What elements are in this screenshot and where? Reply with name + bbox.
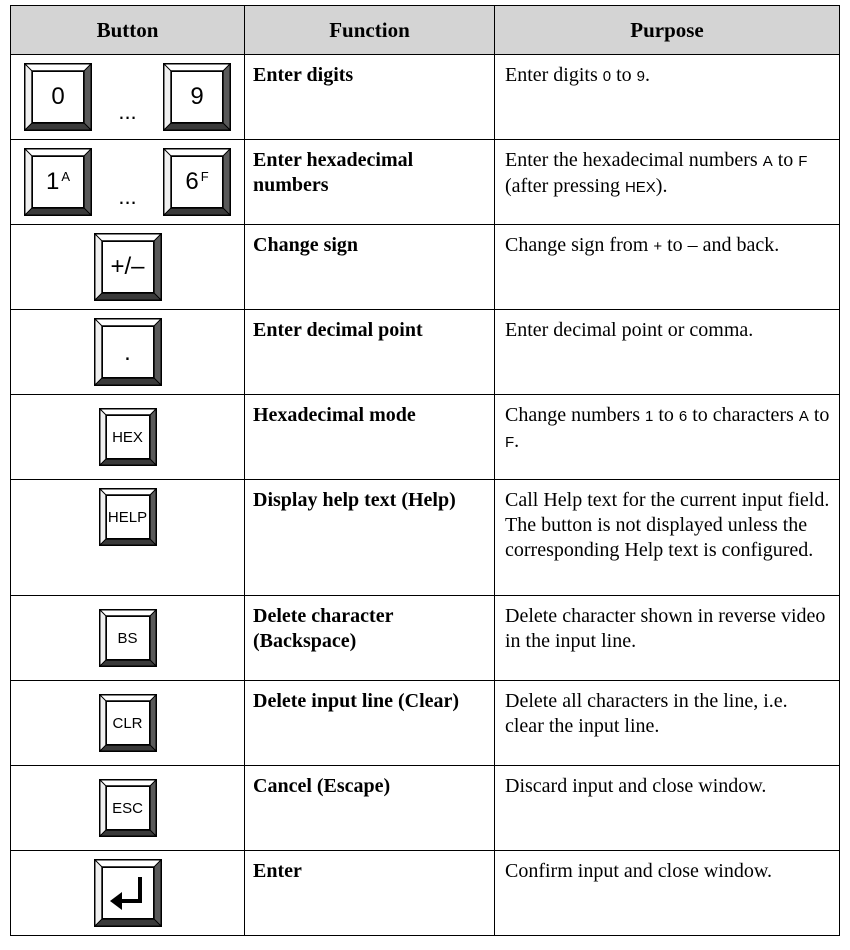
table-row bbox=[11, 225, 840, 310]
key-label: +/– bbox=[110, 253, 145, 280]
backspace-button[interactable] bbox=[99, 609, 157, 667]
button-cell bbox=[11, 310, 245, 395]
table-row bbox=[11, 140, 840, 225]
purpose-cell: Change numbers 1 to 6 to characters A to F. bbox=[495, 395, 840, 480]
function-cell: Display help text (Help) bbox=[245, 480, 495, 596]
purpose-cell: Delete character shown in reverse video in the input line. bbox=[495, 596, 840, 681]
function-cell: Cancel (Escape) bbox=[245, 766, 495, 851]
table-row bbox=[11, 395, 840, 480]
key-label: CLR bbox=[112, 714, 143, 732]
table-row bbox=[11, 310, 840, 395]
header-button: Button bbox=[11, 6, 245, 55]
header-function: Function bbox=[245, 6, 495, 55]
table-row bbox=[11, 55, 840, 140]
table-row bbox=[11, 480, 840, 596]
ellipsis: ... bbox=[118, 99, 137, 124]
purpose-cell: Call Help text for the current input field. The button is not displayed unless the corresponding Help text is configured. bbox=[495, 480, 840, 596]
enter-button[interactable] bbox=[94, 859, 162, 927]
key-label: BS bbox=[117, 629, 138, 647]
key-label: HELP bbox=[107, 508, 148, 526]
enter-arrow-icon bbox=[106, 871, 150, 915]
key-label: ESC bbox=[112, 799, 143, 817]
header-row bbox=[11, 6, 840, 55]
purpose-cell: Confirm input and close window. bbox=[495, 851, 840, 936]
table-row bbox=[11, 766, 840, 851]
hex-1a-button[interactable] bbox=[24, 148, 92, 216]
purpose-cell: Discard input and close window. bbox=[495, 766, 840, 851]
hex-6f-button[interactable] bbox=[163, 148, 231, 216]
header-purpose: Purpose bbox=[495, 6, 840, 55]
button-cell bbox=[11, 140, 245, 225]
table-row bbox=[11, 851, 840, 936]
purpose-cell: Delete all characters in the line, i.e. clear the input line. bbox=[495, 681, 840, 766]
digit-0-button[interactable] bbox=[24, 63, 92, 131]
purpose-cell: Enter the hexadecimal numbers A to F (after pressing HEX). bbox=[495, 140, 840, 225]
ellipsis: ... bbox=[118, 184, 137, 209]
button-cell bbox=[11, 766, 245, 851]
key-label: 6 bbox=[185, 168, 199, 195]
help-button[interactable] bbox=[99, 488, 157, 546]
key-label: 9 bbox=[190, 83, 204, 110]
change-sign-button[interactable] bbox=[94, 233, 162, 301]
button-cell bbox=[11, 395, 245, 480]
escape-button[interactable] bbox=[99, 779, 157, 837]
digit-9-button[interactable] bbox=[163, 63, 231, 131]
clear-button[interactable] bbox=[99, 694, 157, 752]
function-cell: Enter hexadecimal numbers bbox=[245, 140, 495, 225]
function-cell: Hexadecimal mode bbox=[245, 395, 495, 480]
key-superscript: A bbox=[61, 168, 71, 184]
button-cell bbox=[11, 480, 245, 596]
hex-button[interactable] bbox=[99, 408, 157, 466]
table-row bbox=[11, 681, 840, 766]
button-cell bbox=[11, 225, 245, 310]
function-cell: Change sign bbox=[245, 225, 495, 310]
key-label: . bbox=[124, 339, 131, 366]
function-cell: Delete input line (Clear) bbox=[245, 681, 495, 766]
key-superscript: F bbox=[200, 168, 209, 184]
purpose-cell: Enter digits 0 to 9. bbox=[495, 55, 840, 140]
function-cell: Enter digits bbox=[245, 55, 495, 140]
key-label: 0 bbox=[51, 83, 65, 110]
function-cell: Enter decimal point bbox=[245, 310, 495, 395]
button-cell bbox=[11, 55, 245, 140]
purpose-cell: Enter decimal point or comma. bbox=[495, 310, 840, 395]
key-function-table bbox=[10, 5, 840, 936]
purpose-cell: Change sign from + to – and back. bbox=[495, 225, 840, 310]
key-label: HEX bbox=[112, 428, 143, 446]
button-cell bbox=[11, 596, 245, 681]
function-cell: Enter bbox=[245, 851, 495, 936]
key-label: 1 bbox=[45, 168, 60, 195]
button-cell bbox=[11, 851, 245, 936]
table-row bbox=[11, 596, 840, 681]
function-cell: Delete character (Backspace) bbox=[245, 596, 495, 681]
decimal-point-button[interactable] bbox=[94, 318, 162, 386]
button-cell bbox=[11, 681, 245, 766]
